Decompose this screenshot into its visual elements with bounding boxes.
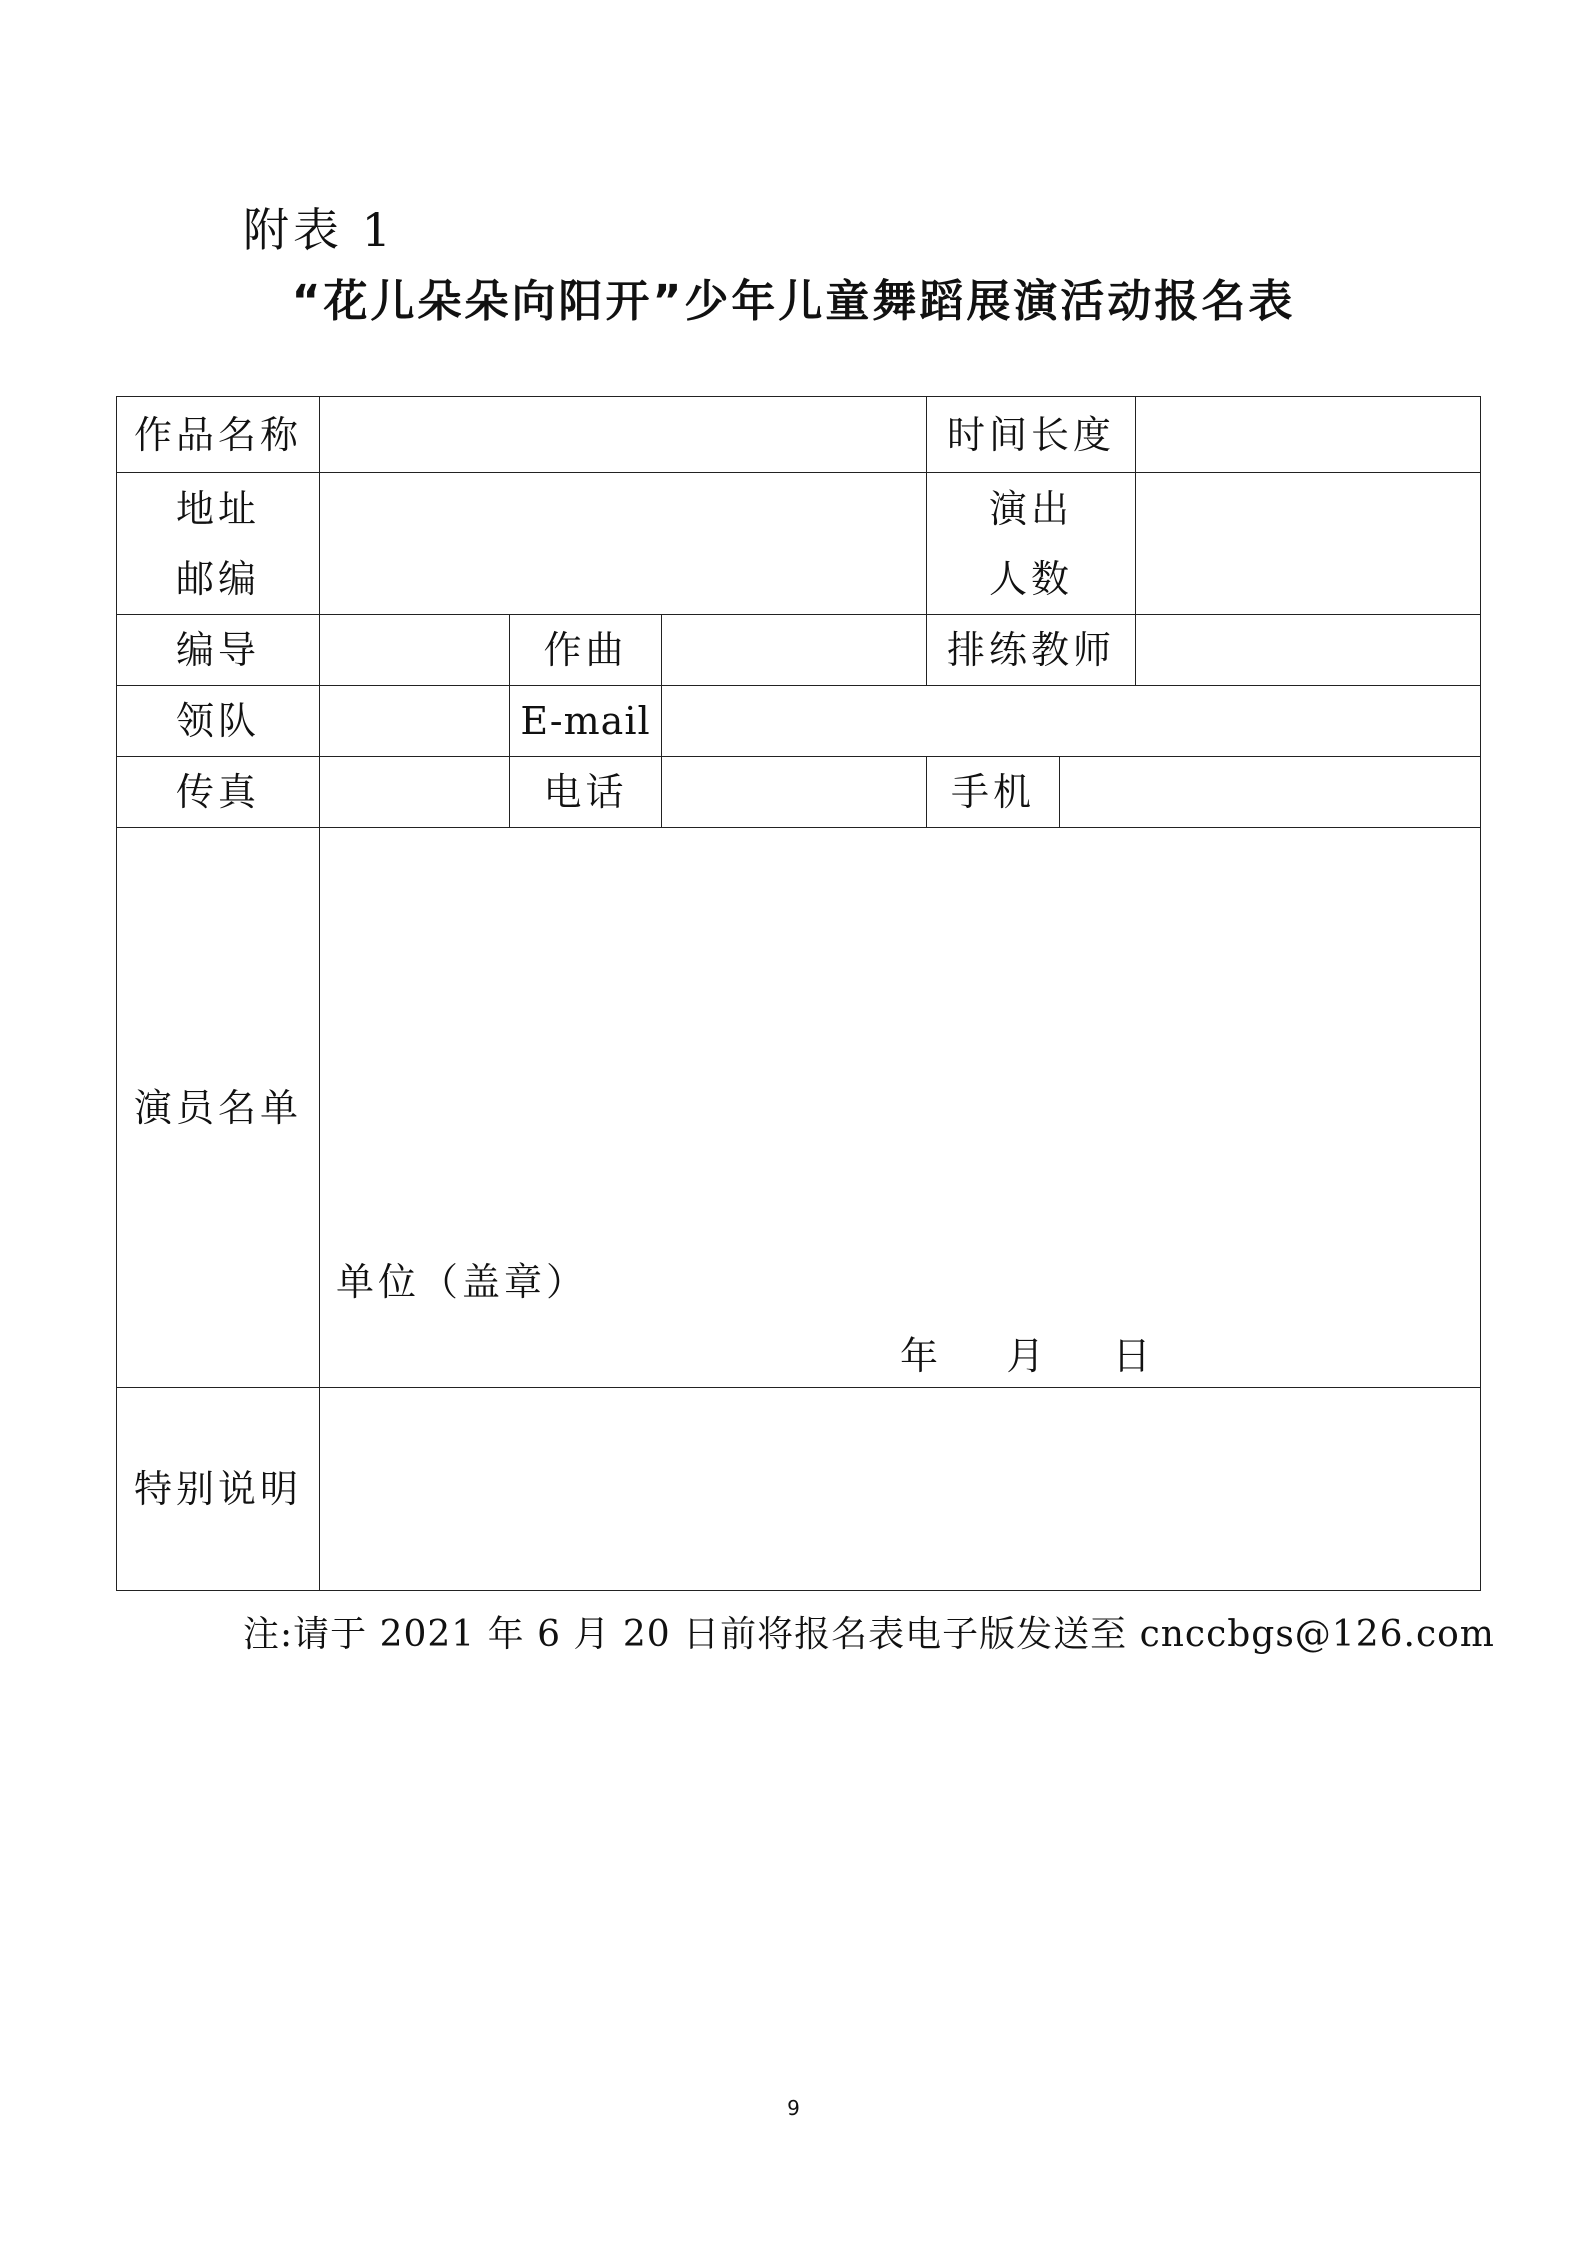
postcode-label: 邮编 xyxy=(175,556,260,601)
email-label: E-mail xyxy=(510,686,662,757)
address-label: 地址 xyxy=(175,486,260,531)
special-notes-field[interactable] xyxy=(320,1388,1481,1591)
phone-label: 电话 xyxy=(510,757,662,828)
duration-field[interactable] xyxy=(1136,397,1481,473)
fax-label: 传真 xyxy=(117,757,320,828)
rehearsal-teacher-label: 排练教师 xyxy=(927,615,1136,686)
work-name-label: 作品名称 xyxy=(117,397,320,473)
performers-count-label xyxy=(927,473,1136,615)
mobile-label: 手机 xyxy=(927,757,1060,828)
composer-field[interactable] xyxy=(662,615,927,686)
submission-note: 注:请于 2021 年 6 月 20 日前将报名表电子版发送至 cnccbgs@126.com xyxy=(243,1614,1495,1655)
rehearsal-teacher-field[interactable] xyxy=(1136,615,1481,686)
registration-form-table xyxy=(116,396,1481,1591)
address-field[interactable] xyxy=(320,473,927,615)
unit-seal-label: 单位（盖章） xyxy=(336,1260,589,1304)
special-notes-label: 特别说明 xyxy=(117,1388,320,1591)
performers-count-field[interactable] xyxy=(1136,473,1481,615)
roster-field[interactable] xyxy=(320,828,1481,1388)
email-field[interactable] xyxy=(662,686,1481,757)
page-title: “花儿朵朵向阳开”少年儿童舞蹈展演活动报名表 xyxy=(291,276,1296,327)
performers-label-line2: 人数 xyxy=(989,556,1074,601)
phone-field[interactable] xyxy=(662,757,927,828)
work-name-field[interactable] xyxy=(320,397,927,473)
performers-label-line1: 演出 xyxy=(989,486,1074,531)
page-number: 9 xyxy=(787,2096,800,2120)
choreographer-label: 编导 xyxy=(117,615,320,686)
team-leader-label: 领队 xyxy=(117,686,320,757)
composer-label: 作曲 xyxy=(510,615,662,686)
duration-label: 时间长度 xyxy=(927,397,1136,473)
choreographer-field[interactable] xyxy=(320,615,510,686)
mobile-field[interactable] xyxy=(1060,757,1481,828)
roster-label: 演员名单 xyxy=(117,828,320,1388)
date-line: 年 月 日 xyxy=(900,1334,1155,1378)
fax-field[interactable] xyxy=(320,757,510,828)
address-postcode-label xyxy=(117,473,320,615)
appendix-label: 附表 1 xyxy=(243,203,395,257)
team-leader-field[interactable] xyxy=(320,686,510,757)
